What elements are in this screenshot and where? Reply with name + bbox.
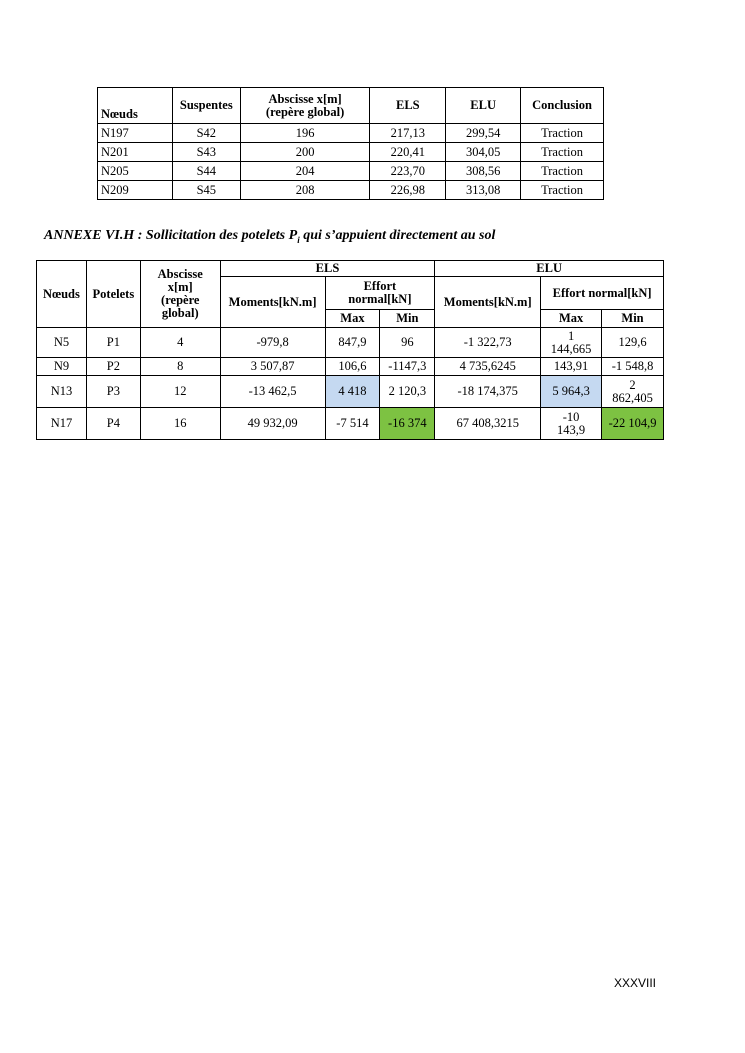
cell-potelet: P2: [86, 358, 140, 376]
cell-elu-min: 129,6: [602, 328, 664, 358]
potelets-table: [36, 260, 664, 440]
cell-suspente: S42: [172, 124, 240, 143]
cell-noeud: N5: [37, 328, 87, 358]
cell-elu-moment: -18 174,375: [435, 376, 541, 408]
header-elu-min: Min: [602, 310, 664, 328]
cell-noeud: N197: [98, 124, 173, 143]
cell-els-max: 106,6: [325, 358, 380, 376]
cell-potelet: P1: [86, 328, 140, 358]
cell-abscisse: 4: [140, 328, 220, 358]
cell-els: 220,41: [370, 143, 446, 162]
cell-elu-max-l1: -10: [562, 409, 580, 424]
header-abscisse-line2: (repère global): [265, 104, 345, 119]
cell-els-max-highlight: 4 418: [325, 376, 380, 408]
cell-suspente: S44: [172, 162, 240, 181]
cell-abscisse: 204: [240, 162, 370, 181]
cell-elu-max: [541, 408, 602, 440]
cell-conclusion: Traction: [521, 181, 604, 200]
header-elu-effort: Effort normal[kN]: [541, 277, 664, 310]
header-els-min: Min: [380, 310, 435, 328]
header-els-effort-l1: Effort: [363, 279, 397, 293]
header-elu: ELU: [435, 261, 664, 277]
cell-suspente: S43: [172, 143, 240, 162]
cell-abscisse: 196: [240, 124, 370, 143]
cell-els-moment: -979,8: [220, 328, 325, 358]
cell-noeud: N13: [37, 376, 87, 408]
cell-elu-max-l2: 144,665: [550, 341, 592, 356]
cell-abscisse: 208: [240, 181, 370, 200]
header-abscisse-l3: (repère: [161, 293, 200, 307]
table-row: [98, 124, 604, 143]
suspentes-table: [97, 87, 604, 200]
header-abscisse-l1: Abscisse: [157, 267, 203, 281]
annex-title-after: qui s’appuient directement au sol: [299, 228, 496, 243]
header-els: ELS: [370, 88, 446, 124]
cell-els: 226,98: [370, 181, 446, 200]
cell-elu: 299,54: [446, 124, 521, 143]
header-abscisse-l4: global): [161, 306, 199, 320]
cell-els-min: 96: [380, 328, 435, 358]
annex-title-before: ANNEXE VI.H : Sollicitation des potelets P: [44, 228, 298, 243]
cell-conclusion: Traction: [521, 162, 604, 181]
header-elu-moments: Moments[kN.m]: [435, 277, 541, 328]
cell-elu-max-l1: 1: [567, 328, 575, 343]
table-row: [37, 328, 664, 358]
cell-elu-moment: -1 322,73: [435, 328, 541, 358]
cell-els-max: -7 514: [325, 408, 380, 440]
cell-abscisse: 12: [140, 376, 220, 408]
cell-potelet: P4: [86, 408, 140, 440]
cell-elu-moment: 4 735,6245: [435, 358, 541, 376]
header-noeuds: Nœuds: [37, 261, 87, 328]
header-els: ELS: [220, 261, 435, 277]
cell-els-max: 847,9: [325, 328, 380, 358]
header-els-effort: [325, 277, 435, 310]
header-abscisse: [240, 88, 370, 124]
header-abscisse-l2: x[m]: [167, 280, 193, 294]
header-suspentes: Suspentes: [172, 88, 240, 124]
header-noeuds: Nœuds: [98, 88, 173, 124]
cell-els-min: -1147,3: [380, 358, 435, 376]
table-row: [98, 143, 604, 162]
cell-elu-min-l1: 2: [629, 377, 636, 392]
cell-elu-max: 143,91: [541, 358, 602, 376]
header-els-max: Max: [325, 310, 380, 328]
cell-els-moment: 3 507,87: [220, 358, 325, 376]
cell-elu: 304,05: [446, 143, 521, 162]
table-row: [98, 181, 604, 200]
cell-elu-max-l2: 143,9: [557, 422, 586, 437]
cell-els-moment: 49 932,09: [220, 408, 325, 440]
header-els-effort-l2: normal[kN]: [348, 292, 412, 306]
cell-suspente: S45: [172, 181, 240, 200]
table-header-row: [98, 88, 604, 124]
cell-els: 217,13: [370, 124, 446, 143]
cell-abscisse: 8: [140, 358, 220, 376]
cell-els-moment: -13 462,5: [220, 376, 325, 408]
page-number: XXXVIII: [614, 976, 657, 990]
cell-elu-min-l2: 862,405: [612, 390, 653, 405]
cell-abscisse: 200: [240, 143, 370, 162]
cell-elu: 313,08: [446, 181, 521, 200]
header-abscisse: [140, 261, 220, 328]
table-row: [37, 376, 664, 408]
cell-elu-min: -1 548,8: [602, 358, 664, 376]
cell-els-min-highlight: -16 374: [380, 408, 435, 440]
cell-noeud: N205: [98, 162, 173, 181]
header-abscisse-line1: Abscisse x[m]: [268, 91, 342, 106]
header-potelets: Potelets: [86, 261, 140, 328]
header-elu-max: Max: [541, 310, 602, 328]
annex-heading: [44, 228, 495, 245]
header-elu: ELU: [446, 88, 521, 124]
cell-elu-max: [541, 328, 602, 358]
annex-title-sub: i: [297, 234, 300, 245]
header-els-moments: Moments[kN.m]: [220, 277, 325, 328]
cell-conclusion: Traction: [521, 124, 604, 143]
cell-noeud: N201: [98, 143, 173, 162]
cell-potelet: P3: [86, 376, 140, 408]
cell-conclusion: Traction: [521, 143, 604, 162]
cell-elu: 308,56: [446, 162, 521, 181]
cell-elu-max-highlight: 5 964,3: [541, 376, 602, 408]
table-row: [37, 408, 664, 440]
cell-abscisse: 16: [140, 408, 220, 440]
table-row: [98, 162, 604, 181]
cell-elu-min-highlight: -22 104,9: [602, 408, 664, 440]
cell-noeud: N17: [37, 408, 87, 440]
cell-els: 223,70: [370, 162, 446, 181]
header-conclusion: Conclusion: [521, 88, 604, 124]
cell-elu-min: [602, 376, 664, 408]
table-header-row: [37, 261, 664, 277]
cell-noeud: N9: [37, 358, 87, 376]
cell-els-min: 2 120,3: [380, 376, 435, 408]
cell-noeud: N209: [98, 181, 173, 200]
cell-elu-moment: 67 408,3215: [435, 408, 541, 440]
table-row: [37, 358, 664, 376]
